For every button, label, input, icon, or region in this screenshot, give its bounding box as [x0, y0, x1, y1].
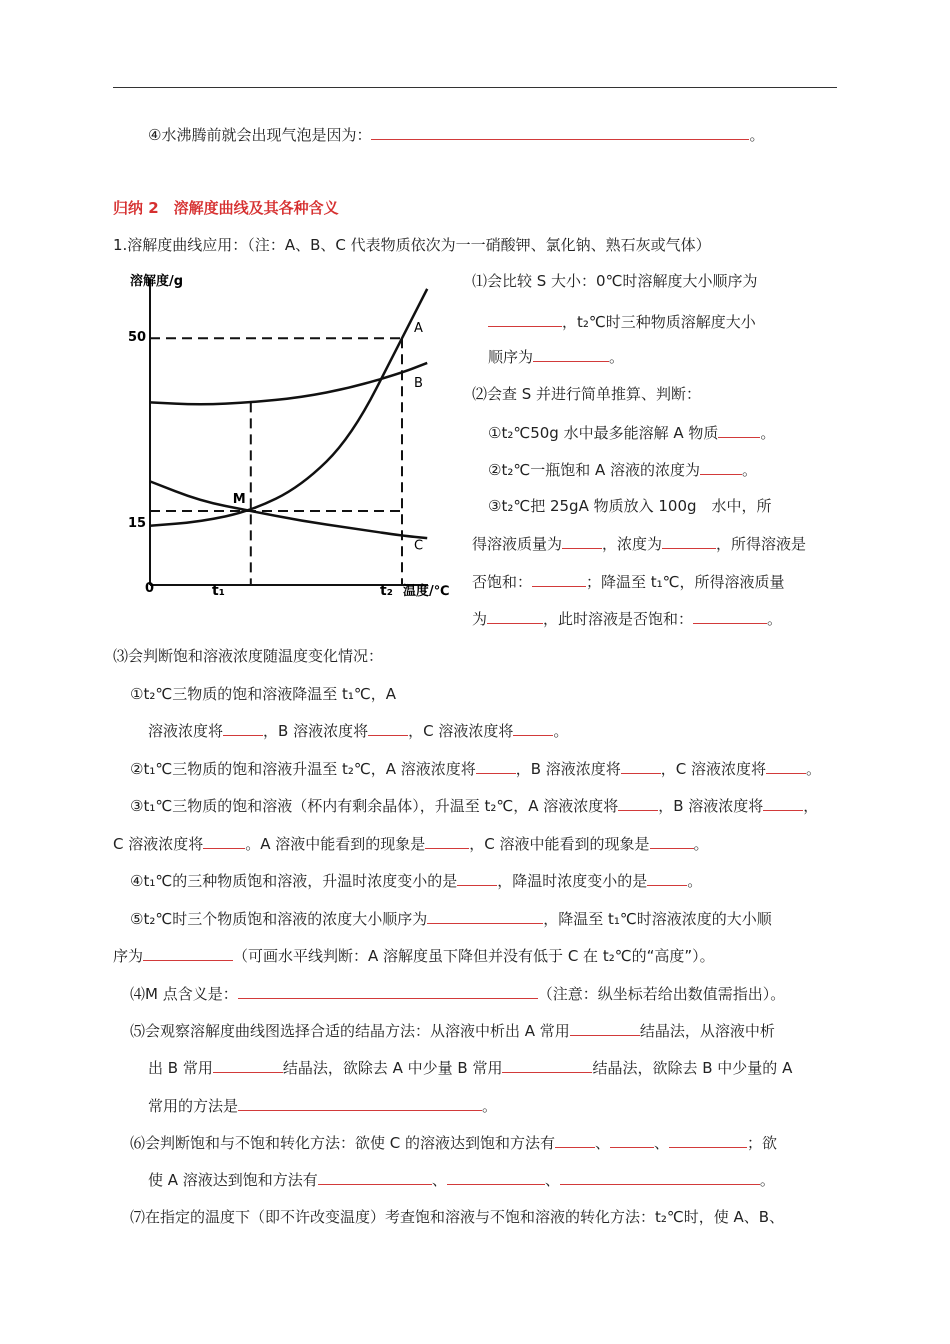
p5-l1: ⑸会观察溶解度曲线图选择合适的结晶方法：从溶液中析出 A 常用 结晶法，从溶液中析 — [130, 1022, 775, 1040]
answer-blank[interactable] — [763, 795, 803, 811]
answer-blank[interactable] — [447, 1169, 545, 1185]
answer-blank[interactable] — [700, 459, 742, 475]
answer-blank[interactable] — [371, 124, 749, 140]
answer-blank[interactable] — [570, 1020, 640, 1036]
right-l5: ①t₂℃50g 水中最多能溶解 A 物质 。 — [488, 424, 776, 442]
answer-blank[interactable] — [693, 608, 767, 624]
answer-blank[interactable] — [143, 945, 233, 961]
question-4: ④水沸腾前就会出现气泡是因为： 。 — [148, 126, 765, 144]
answer-blank[interactable] — [610, 1132, 654, 1148]
p5-l3: 常用的方法是 。 — [148, 1097, 498, 1115]
answer-blank[interactable] — [425, 833, 469, 849]
p4-line: ⑷M 点含义是： （注意：纵坐标若给出数值需指出）。 — [130, 985, 786, 1003]
right-l2: ，t₂℃时三种物质溶解度大小 — [488, 311, 756, 332]
right-l8: 得溶液质量为 ，浓度为 ，所得溶液是 — [472, 535, 807, 553]
answer-blank[interactable] — [533, 346, 609, 362]
answer-blank[interactable] — [238, 983, 538, 999]
answer-blank[interactable] — [318, 1169, 432, 1185]
header-rule — [113, 87, 837, 88]
section-title: 归纳 2 溶解度曲线及其各种含义 — [113, 199, 339, 217]
answer-blank[interactable] — [621, 758, 661, 774]
curve-a — [150, 289, 427, 526]
right-l4: ⑵会查 S 并进行简单推算、判断： — [472, 385, 702, 403]
point-m-label: M — [232, 491, 246, 507]
answer-blank[interactable] — [562, 533, 602, 549]
answer-blank[interactable] — [555, 1132, 595, 1148]
answer-blank[interactable] — [223, 720, 263, 736]
label-b: B — [414, 375, 423, 391]
p6-l2: 使 A 溶液达到饱和方法有 、 、 。 — [148, 1171, 775, 1189]
answer-blank[interactable] — [203, 833, 245, 849]
x-tick-t1: t₁ — [212, 583, 225, 599]
p6-l1: ⑹会判断饱和与不饱和转化方法：欲使 C 的溶液达到饱和方法有 、 、 ；欲 — [130, 1134, 778, 1152]
intro-line: 1.溶解度曲线应用：（注：A、B、C 代表物质依次为一一硝酸钾、氯化钠、熟石灰或气体） — [113, 236, 711, 254]
answer-blank[interactable] — [618, 795, 658, 811]
answer-blank[interactable] — [647, 870, 687, 886]
p3-c2: C 溶液浓度将 。A 溶液中能看到的现象是 ，C 溶液中能看到的现象是 。 — [113, 835, 709, 853]
right-l1: ⑴会比较 S 大小：0℃时溶解度大小顺序为 — [472, 272, 758, 290]
label-c: C — [414, 538, 424, 554]
p3-e1: ⑤t₂℃时三个物质饱和溶液的浓度大小顺序为 ，降温至 t₁℃时溶液浓度的大小顺 — [130, 910, 772, 928]
y-tick-15: 15 — [128, 516, 147, 531]
solubility-chart — [118, 265, 463, 605]
answer-blank[interactable] — [669, 1132, 747, 1148]
answer-blank[interactable] — [532, 571, 586, 587]
right-l6: ②t₂℃一瓶饱和 A 溶液的浓度为 。 — [488, 461, 758, 479]
answer-blank[interactable] — [368, 720, 408, 736]
answer-blank[interactable] — [662, 533, 716, 549]
right-l7: ③t₂℃把 25gA 物质放入 100g 水中，所 — [488, 497, 772, 515]
right-l9: 否饱和： ；降温至 t₁℃，所得溶液质量 — [472, 573, 785, 591]
label-a: A — [414, 321, 423, 337]
answer-blank[interactable] — [488, 311, 562, 327]
x-axis-label: 温度/℃ — [403, 584, 450, 599]
answer-blank[interactable] — [213, 1057, 283, 1073]
answer-blank[interactable] — [766, 758, 806, 774]
answer-blank[interactable] — [560, 1169, 760, 1185]
p3-head: ⑶会判断饱和溶液浓度随温度变化情况： — [113, 647, 384, 665]
answer-blank[interactable] — [457, 870, 497, 886]
answer-blank[interactable] — [513, 720, 553, 736]
p3-b1: ②t₁℃三物质的饱和溶液升温至 t₂℃，A 溶液浓度将 ，B 溶液浓度将 ，C 溶液浓度将 。 — [130, 760, 822, 778]
curve-c — [150, 481, 427, 538]
p3-d1: ④t₁℃的三种物质饱和溶液，升温时浓度变小的是 ，降温时浓度变小的是 。 — [130, 872, 703, 890]
right-l3: 顺序为 。 — [488, 348, 625, 366]
p7-l1: ⑺在指定的温度下（即不许改变温度）考查饱和溶液与不饱和溶液的转化方法：t₂℃时，使 A、B、 — [130, 1208, 785, 1226]
answer-blank[interactable] — [487, 608, 543, 624]
y-tick-50: 50 — [128, 330, 147, 345]
p3-c1: ③t₁℃三物质的饱和溶液（杯内有剩余晶体），升温至 t₂℃，A 溶液浓度将 ，B 溶液浓度将 ， — [130, 797, 819, 815]
p3-e2: 序为 （可画水平线判断：A 溶解度虽下降但并没有低于 C 在 t₂℃的“高度”）。 — [113, 947, 715, 965]
answer-blank[interactable] — [427, 908, 543, 924]
p5-l2: 出 B 常用 结晶法，欲除去 A 中少量 B 常用 结晶法，欲除去 B 中少量的 A — [148, 1059, 793, 1077]
y-axis-label: 溶解度/g — [130, 274, 184, 289]
answer-blank[interactable] — [238, 1095, 482, 1111]
p3-a1: ①t₂℃三物质的饱和溶液降温至 t₁℃，A — [130, 685, 396, 703]
answer-blank[interactable] — [476, 758, 516, 774]
p3-a2: 溶液浓度将 ，B 溶液浓度将 ，C 溶液浓度将 。 — [148, 722, 569, 740]
x-tick-t2: t₂ — [380, 583, 393, 599]
right-l10: 为 ，此时溶液是否饱和： 。 — [472, 610, 783, 628]
answer-blank[interactable] — [718, 422, 760, 438]
answer-blank[interactable] — [650, 833, 694, 849]
x-tick-0: 0 — [145, 581, 155, 596]
answer-blank[interactable] — [502, 1057, 592, 1073]
